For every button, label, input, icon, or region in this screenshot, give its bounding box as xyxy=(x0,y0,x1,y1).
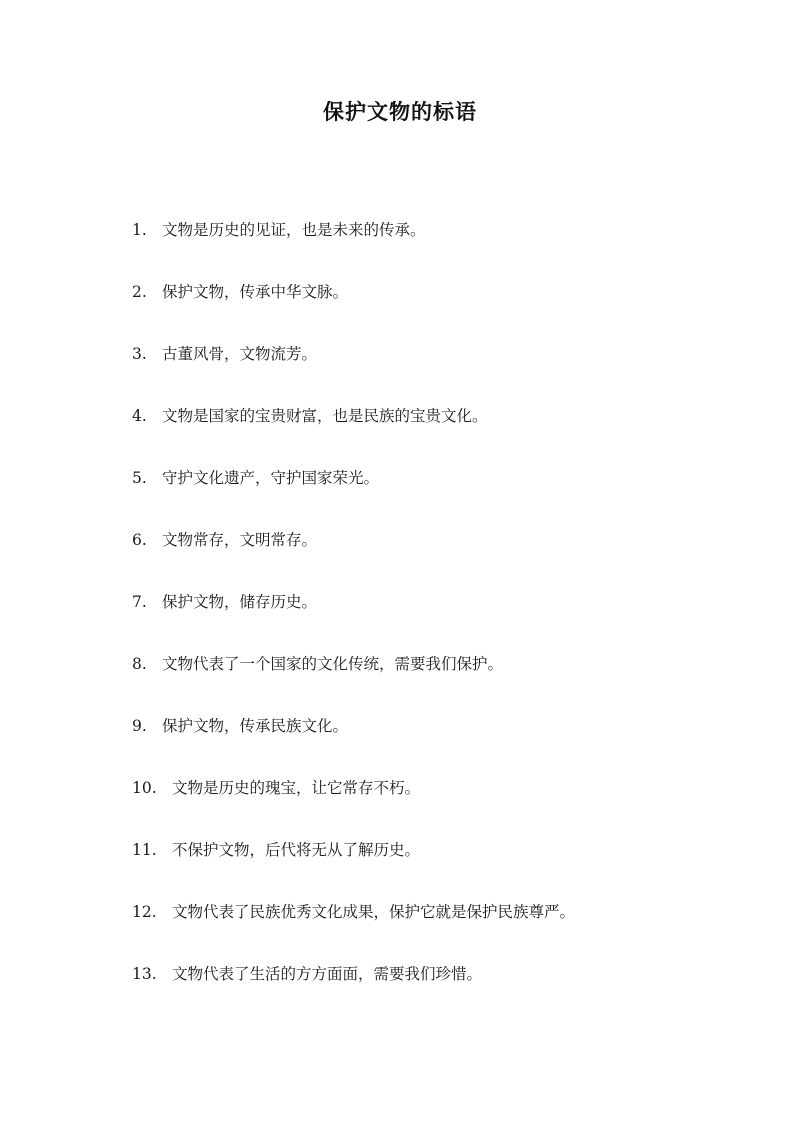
list-item xyxy=(132,960,752,1022)
item-number: 11. xyxy=(132,841,157,859)
document-title: 保护文物的标语 xyxy=(323,99,477,124)
list-item xyxy=(132,650,752,712)
item-text: 不保护文物，后代将无从了解历史。 xyxy=(172,841,421,859)
item-number: 5. xyxy=(132,469,147,487)
list-item xyxy=(132,278,752,340)
item-text: 保护文物，传承中华文脉。 xyxy=(162,283,349,301)
list-item xyxy=(132,588,752,650)
item-number: 3. xyxy=(132,345,147,363)
list-item xyxy=(132,898,752,960)
item-text: 文物是历史的瑰宝，让它常存不朽。 xyxy=(172,779,421,797)
item-number: 1. xyxy=(132,221,147,239)
item-text: 保护文物，储存历史。 xyxy=(162,593,318,611)
item-text: 文物是历史的见证，也是未来的传承。 xyxy=(162,221,426,239)
item-text: 文物代表了民族优秀文化成果，保护它就是保护民族尊严。 xyxy=(172,903,576,921)
item-number: 2. xyxy=(132,283,147,301)
item-text: 保护文物，传承民族文化。 xyxy=(162,717,349,735)
item-text: 文物是国家的宝贵财富，也是民族的宝贵文化。 xyxy=(162,407,488,425)
item-number: 7. xyxy=(132,593,147,611)
item-number: 6. xyxy=(132,531,147,549)
item-text: 文物代表了一个国家的文化传统，需要我们保护。 xyxy=(162,655,504,673)
item-text: 文物常存，文明常存。 xyxy=(162,531,318,549)
list-item xyxy=(132,526,752,588)
item-text: 守护文化遗产，守护国家荣光。 xyxy=(162,469,380,487)
item-number: 9. xyxy=(132,717,147,735)
list-item xyxy=(132,712,752,774)
item-number: 8. xyxy=(132,655,147,673)
item-number: 10. xyxy=(132,779,157,797)
item-number: 4. xyxy=(132,407,147,425)
list-item xyxy=(132,464,752,526)
item-text: 文物代表了生活的方方面面，需要我们珍惜。 xyxy=(172,965,483,983)
item-number: 12. xyxy=(132,903,157,921)
list-item xyxy=(132,836,752,898)
item-number: 13. xyxy=(132,965,157,983)
item-text: 古董风骨，文物流芳。 xyxy=(162,345,318,363)
slogan-list xyxy=(132,216,752,1022)
list-item xyxy=(132,216,752,278)
list-item xyxy=(132,402,752,464)
list-item xyxy=(132,340,752,402)
list-item xyxy=(132,774,752,836)
